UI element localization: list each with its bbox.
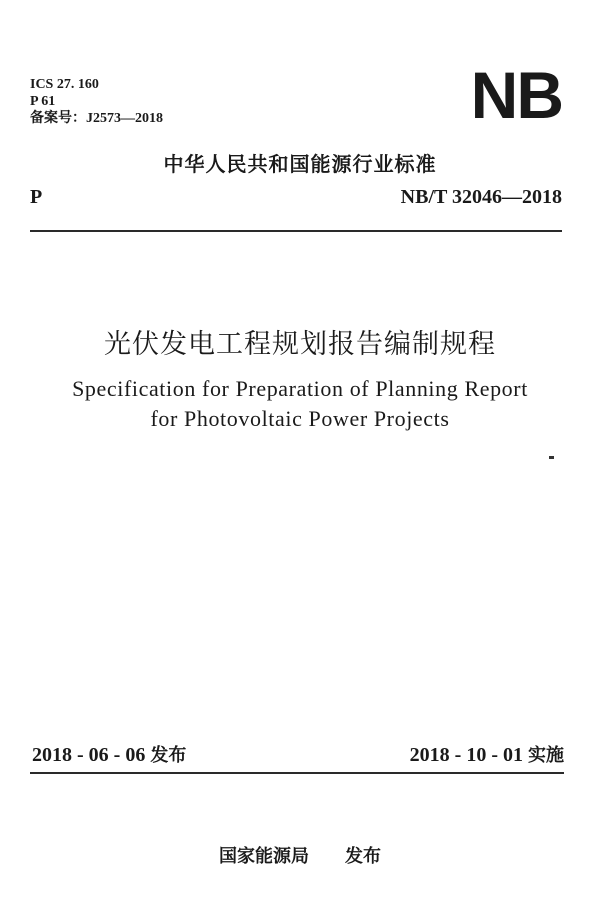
classification-code: P <box>30 186 43 208</box>
issuer-name: 国家能源局 <box>219 846 309 867</box>
standard-metadata <box>30 76 163 127</box>
effective-date <box>410 741 564 767</box>
filing-number: 备案号：J2573—2018 <box>30 111 163 126</box>
issue-date-value: 2018 - 06 - 06 <box>32 744 146 766</box>
header-divider <box>30 230 562 232</box>
title-english <box>0 374 600 434</box>
standard-number: NB/T 32046—2018 <box>400 186 562 208</box>
issuer-line <box>0 842 600 868</box>
effective-date-value: 2018 - 10 - 01 <box>409 744 523 766</box>
issue-date <box>32 741 186 767</box>
issuer-action: 发布 <box>345 846 381 867</box>
industry-standard-heading: 中华人民共和国能源行业标准 <box>163 152 437 176</box>
effective-date-label: 实施 <box>528 745 564 766</box>
issue-date-label: 发布 <box>150 745 187 766</box>
title-chinese: 光伏发电工程规划报告编制规程 <box>104 329 496 360</box>
title-english-line-1: Specification for Preparation of Planning Report <box>72 376 528 401</box>
nb-logo: NB <box>470 58 562 132</box>
title-english-line-2: for Photovoltaic Power Projects <box>150 406 450 431</box>
ics-code: ICS 27. 160 <box>30 77 99 92</box>
p-code: P 61 <box>30 94 56 109</box>
print-speck <box>549 456 554 459</box>
footer-divider <box>30 772 564 774</box>
